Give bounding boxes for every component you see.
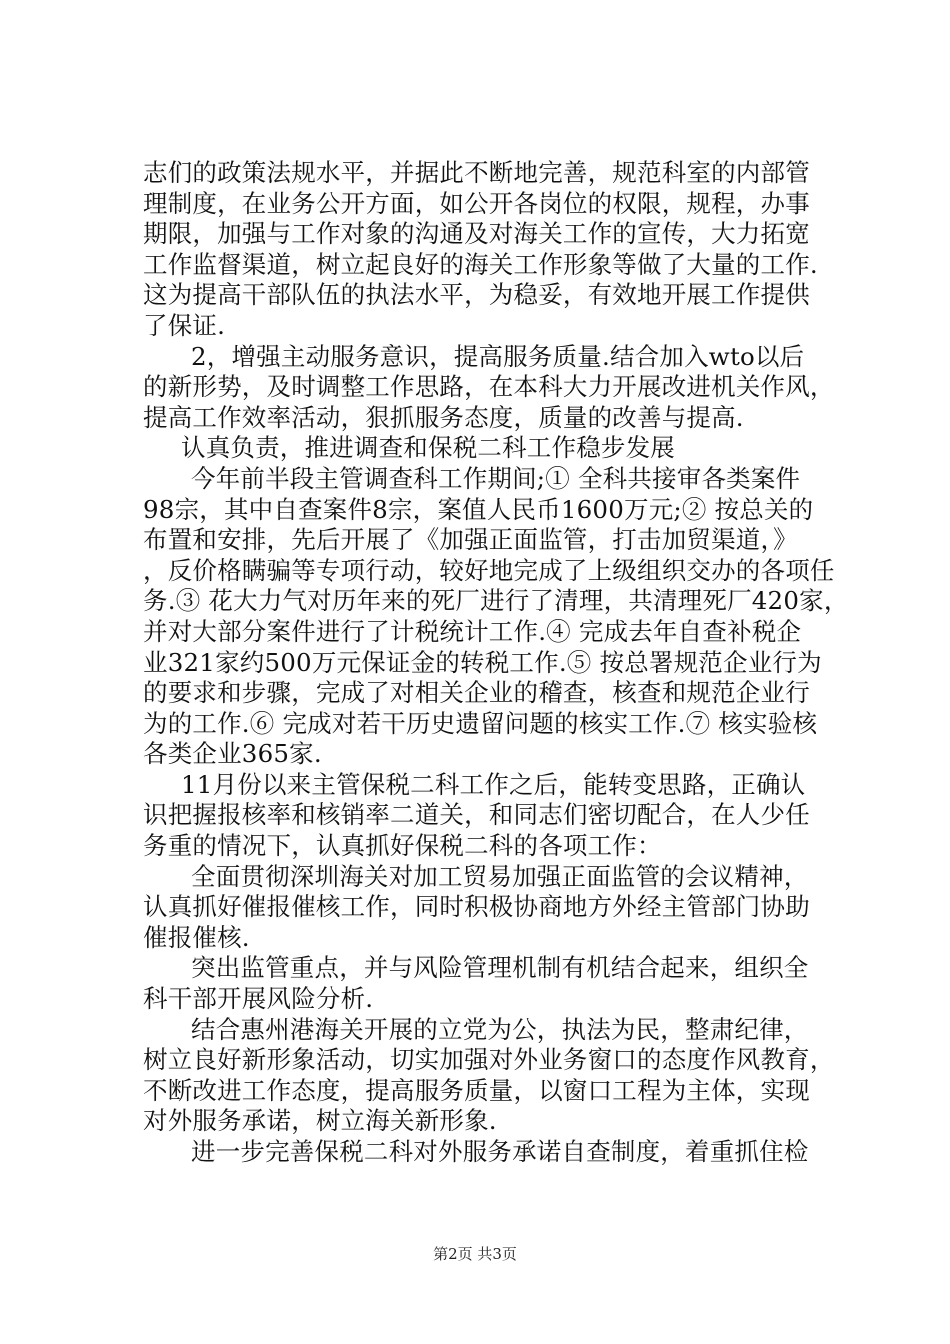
- text-line: 识把握报核率和核销率二道关，和同志们密切配合，在人少任: [143, 800, 810, 830]
- text-line: 不断改进工作态度，提高服务质量，以窗口工程为主体，实现: [143, 1075, 810, 1105]
- text-line: 11月份以来主管保税二科工作之后，能转变思路，正确认: [181, 769, 806, 799]
- text-line: 认真抓好催报催核工作，同时积极协商地方外经主管部门协助: [143, 892, 810, 922]
- text-line: 了保证.: [143, 310, 226, 340]
- text-line: 结合惠州港海关开展的立党为公，执法为民，整肃纪律，: [191, 1014, 809, 1044]
- text-line: 的新形势，及时调整工作思路，在本科大力开展改进机关作风，: [143, 372, 835, 402]
- text-line: 各类企业365家.: [143, 739, 322, 769]
- text-line: 并对大部分案件进行了计税统计工作.④ 完成去年自查补税企: [143, 616, 802, 646]
- text-line: 全面贯彻深圳海关对加工贸易加强正面监管的会议精神，: [191, 861, 809, 891]
- text-line: 树立良好新形象活动，切实加强对外业务窗口的态度作风教育，: [143, 1045, 835, 1075]
- text-line: 务.③ 花大力气对历年来的死厂进行了清理，共清理死厂420家，: [143, 586, 849, 616]
- document-body: [143, 158, 849, 1168]
- text-line: 这为提高干部队伍的执法水平，为稳妥，有效地开展工作提供: [143, 280, 810, 310]
- text-line: 今年前半段主管调查科工作期间;① 全科共接审各类案件: [191, 463, 801, 493]
- text-line: 突出监管重点，并与风险管理机制有机结合起来，组织全: [191, 953, 809, 983]
- text-line: 为的工作.⑥ 完成对若干历史遗留问题的核实工作.⑦ 核实验核: [143, 708, 818, 738]
- text-line: 98宗，其中自查案件8宗，案值人民币1600万元;② 按总关的: [143, 494, 814, 524]
- text-line: 的要求和步骤，完成了对相关企业的稽查，核查和规范企业行: [143, 678, 810, 708]
- text-line: 布置和安排，先后开展了《加强正面监管，打击加贸渠道，》: [143, 525, 798, 555]
- text-line: 理制度，在业务公开方面，如公开各岗位的权限，规程，办事: [143, 188, 810, 218]
- text-line: 提高工作效率活动，狠抓服务态度，质量的改善与提高.: [143, 402, 744, 432]
- page-footer: 第2页 共3页: [433, 1245, 517, 1263]
- text-line: 务重的情况下，认真抓好保税二科的各项工作：: [143, 831, 662, 861]
- text-line: 认真负责，推进调查和保税二科工作稳步发展: [181, 433, 675, 463]
- text-line: 工作监督渠道，树立起良好的海关工作形象等做了大量的工作.: [143, 249, 818, 279]
- text-line: 对外服务承诺，树立海关新形象.: [143, 1106, 497, 1136]
- text-line: 催报催核.: [143, 922, 250, 952]
- text-line: 志们的政策法规水平，并据此不断地完善，规范科室的内部管: [143, 158, 810, 187]
- text-line: 科干部开展风险分析.: [143, 984, 374, 1014]
- text-line: 期限，加强与工作对象的沟通及对海关工作的宣传，大力拓宽: [143, 219, 810, 249]
- text-line: ，反价格瞒骗等专项行动，较好地完成了上级组织交办的各项任: [143, 555, 835, 585]
- text-line: 业321家约500万元保证金的转税工作.⑤ 按总署规范企业行为: [143, 647, 822, 677]
- text-line: 2，增强主动服务意识，提高服务质量.结合加入wto以后: [191, 341, 805, 371]
- text-line: 进一步完善保税二科对外服务承诺自查制度，着重抓住检: [191, 1137, 809, 1166]
